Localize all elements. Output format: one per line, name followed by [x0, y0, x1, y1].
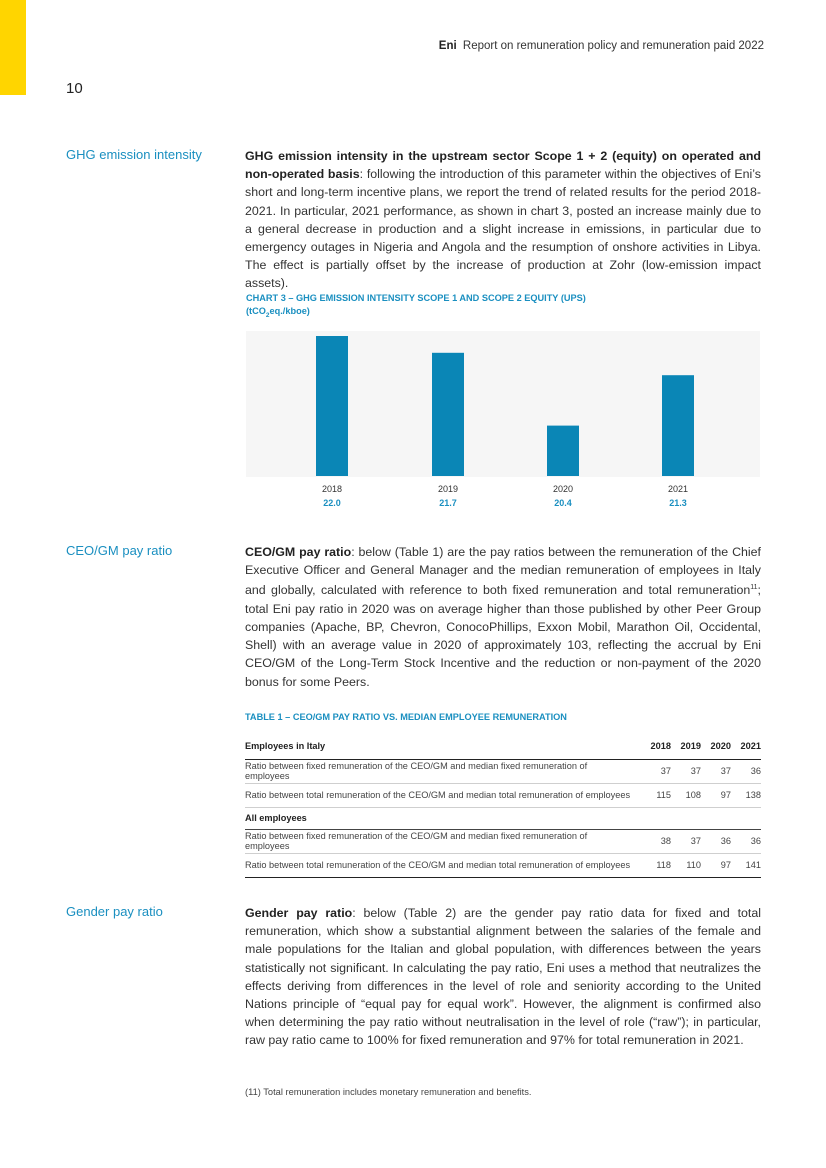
- cell-value: 37: [631, 759, 671, 783]
- ceo-section-label: CEO/GM pay ratio: [66, 543, 173, 558]
- row-label: Ratio between total remuneration of the CEO/GM and median total remuneration of employees: [245, 853, 631, 877]
- table-row: [245, 783, 761, 807]
- cell-value: 36: [731, 829, 761, 853]
- page-number: 10: [66, 80, 83, 97]
- bar-2019: [432, 353, 464, 476]
- ghg-lead: GHG emission intensity in the upstream sector Scope 1 + 2 (equity) on operated and non-operated basis: [245, 149, 761, 182]
- gender-section-label: Gender pay ratio: [66, 904, 163, 919]
- table-title: TABLE 1 – CEO/GM PAY RATIO VS. MEDIAN EMPLOYEE REMUNERATION: [245, 712, 567, 722]
- cell-value: 118: [631, 853, 671, 877]
- table-group-row: [245, 807, 761, 829]
- ceo-body-2: ; total Eni pay ratio in 2020 was on average higher than those published by other Peer Group companies (Apache, BP, Chevron, ConocoPhillips, Exxon Mobil, Marathon Oil, Occidental, Shell) with an average value in 2020 of approximately 103, reflecting the accrual by Eni CEO/GM of the Long-Term Stock Incentive and the reduction or non-payment of the 2020 bonus for some Peers.: [245, 583, 761, 689]
- gender-body: : below (Table 2) are the gender pay ratio data for fixed and total remuneration, which show a substantial alignment between the salaries of the female and male populations for the Italian and global population, with differences between the years statistically not significant. In calculating the pay ratio, Eni uses a method that neutralizes the effects deriving from differences in the level of role and seniority according to the United Nations principle of “equal pay for equal work”. However, the alignment is confirmed also when determining the pay ratio without neutralisation in the level of role (“raw”); in particular, raw pay ratio came to 100% for fixed remuneration and 97% for total remuneration in 2021.: [245, 906, 761, 1048]
- category-label: 2019: [437, 484, 459, 494]
- ghg-body: : following the introduction of this parameter within the objectives of Eni’s short and long-term incentive plans, we report the trend of related results for the period 2018-2021. In particular, 2021 performance, as shown in chart 3, posted an increase mainly due to a general decrease in production and a slight increase in emissions, in particular due to emergency outages in Nigeria and Angola and the resumption of onshore activities in Libya. The effect is partially offset by the increase of production at Zohr (low-emission impact assets).: [245, 167, 761, 291]
- footnote: (11) Total remuneration includes monetary remuneration and benefits.: [245, 1087, 532, 1097]
- ceo-lead: CEO/GM pay ratio: [245, 545, 352, 559]
- year-header: 2021: [731, 733, 761, 759]
- footnote-ref: 11: [750, 584, 758, 592]
- value-label: 22.0: [323, 498, 341, 508]
- cell-value: 37: [671, 829, 701, 853]
- year-header: 2018: [631, 733, 671, 759]
- cell-value: 97: [701, 853, 731, 877]
- header-brand: Eni: [438, 40, 457, 52]
- row-label: Ratio between fixed remuneration of the CEO/GM and median fixed remuneration of employees: [245, 759, 631, 783]
- category-label: 2021: [667, 484, 689, 494]
- chart-title: CHART 3 – GHG EMISSION INTENSITY SCOPE 1 AND SCOPE 2 EQUITY (UPS): [246, 293, 586, 303]
- year-header: 2020: [701, 733, 731, 759]
- table-row: [245, 853, 761, 877]
- ceo-paragraph: [245, 543, 761, 691]
- bar-2021: [662, 375, 694, 476]
- cell-value: 97: [701, 783, 731, 807]
- ghg-paragraph: [245, 147, 761, 293]
- page-header: [439, 40, 764, 52]
- gender-paragraph: [245, 904, 761, 1050]
- year-header: 2019: [671, 733, 701, 759]
- cell-value: 108: [671, 783, 701, 807]
- cell-value: 138: [731, 783, 761, 807]
- cell-value: 37: [701, 759, 731, 783]
- group-name: Employees in Italy: [245, 733, 631, 759]
- ceo-body-1: : below (Table 1) are the pay ratios between the remuneration of the Chief Executive Officer and General Manager and the median remuneration of employees in Italy and globally, calculated with reference to both fixed remuneration and total remuneration: [245, 545, 761, 598]
- gender-lead: Gender pay ratio: [245, 906, 353, 920]
- cell-value: 38: [631, 829, 671, 853]
- yellow-corner-tab: [0, 0, 26, 95]
- table-row: [245, 759, 761, 783]
- cell-value: 141: [731, 853, 761, 877]
- bar-2020: [547, 426, 579, 476]
- cell-value: 36: [731, 759, 761, 783]
- ghg-section-label: GHG emission intensity: [66, 147, 202, 162]
- group-name: All employees: [245, 807, 761, 829]
- pay-ratio-table: [245, 733, 761, 878]
- ghg-bar-chart: [246, 331, 760, 511]
- value-label: 20.4: [554, 498, 572, 508]
- value-label: 21.7: [439, 498, 457, 508]
- value-label: 21.3: [669, 498, 687, 508]
- row-label: Ratio between fixed remuneration of the CEO/GM and median fixed remuneration of employees: [245, 829, 631, 853]
- header-title: Report on remuneration policy and remuneration paid 2022: [462, 40, 764, 52]
- cell-value: 36: [701, 829, 731, 853]
- category-label: 2018: [321, 484, 343, 494]
- chart-unit-prefix: (tCO: [246, 306, 266, 316]
- cell-value: 37: [671, 759, 701, 783]
- cell-value: 115: [631, 783, 671, 807]
- chart-title-block: [246, 292, 586, 322]
- chart-unit-sub: 2: [265, 311, 270, 319]
- bar-2018: [316, 336, 348, 476]
- category-label: 2020: [552, 484, 574, 494]
- row-label: Ratio between total remuneration of the CEO/GM and median total remuneration of employees: [245, 783, 631, 807]
- cell-value: 110: [671, 853, 701, 877]
- chart-unit-suffix: eq./kboe): [269, 306, 310, 316]
- table-row: [245, 829, 761, 853]
- chart-unit: [246, 305, 586, 322]
- table-header-row: [245, 733, 761, 759]
